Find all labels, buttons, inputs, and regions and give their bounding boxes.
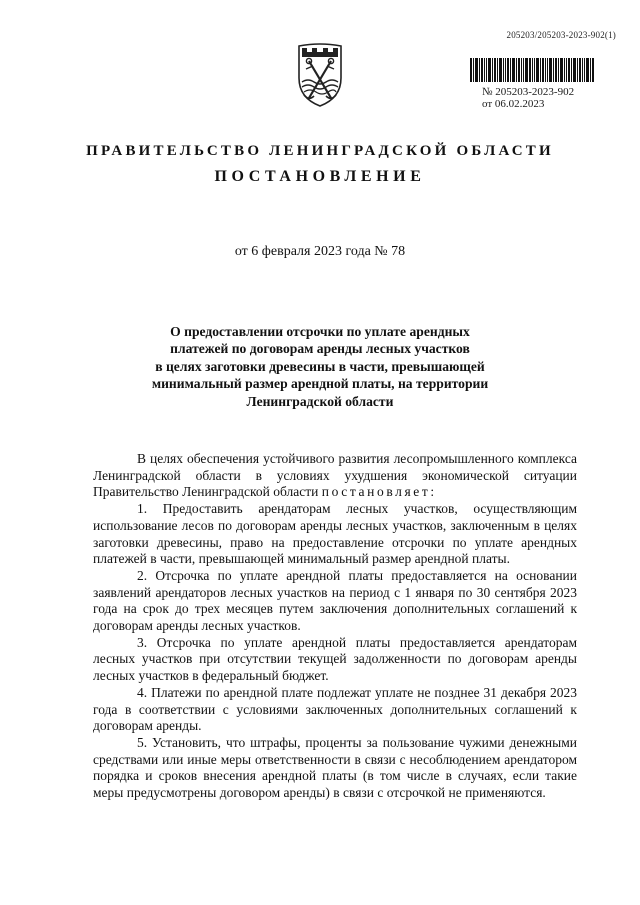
clause-5: 5. Установить, что штрафы, проценты за пользование чужими денежными средствами или иные меры ответственности в связи с несоблюдением арендатором порядка и сроков внесения арендной платы (в том числе в случаях, если такие меры предусмотрены договором аренды) в связи с отсрочкой не применяются. (93, 734, 577, 801)
heading-line: платежей по договорам аренды лесных участков (170, 341, 470, 357)
registration-number: № 205203-2023-902 (482, 86, 575, 98)
registration-block (482, 86, 574, 110)
barcode-icon (470, 58, 594, 82)
heading-line: Ленинградской области (246, 393, 394, 409)
clause-2: 2. Отсрочка по уплате арендной платы предоставляется на основании заявлений арендаторов лесных участков на период с 1 января по 30 сентября 2023 года на срок до трех месяцев путем заключения дополнительных соглашений к договорам аренды лесных участков. (93, 567, 577, 634)
heading-line: минимальный размер арендной платы, на территории (151, 376, 489, 392)
preamble-paragraph (93, 451, 577, 501)
document-code: 205203/205203-2023-902(1) (506, 30, 616, 40)
clause-1: 1. Предоставить арендаторам лесных участков, осуществляющим использование лесов по договорам аренды лесных участков, заключенным в целях заготовки древесины, право на предоставление отсрочки по уплате арендных платежей в части, превышающей минимальный размер арендной платы. (93, 501, 577, 567)
document-type-title: ПОСТАНОВЛЕНИЕ (214, 168, 426, 185)
decree-date-number: от 6 февраля 2023 года № 78 (234, 244, 406, 259)
preamble-text: В целях обеспечения устойчивого развития лесопромышленного комплекса Ленинградской области в условиях ухудшения экономической ситуации Правительство Ленинградской области (93, 451, 577, 500)
clause-3: 3. Отсрочка по уплате арендной платы предоставляется арендаторам лесных участков при отсутствии текущей задолженности по договорам аренды лесных участков в федеральный бюджет. (93, 634, 577, 684)
decree-body (93, 451, 577, 802)
heading-line: О предоставлении отсрочки по уплате арендных (170, 324, 470, 339)
heading-line: в целях заготовки древесины в части, превышающей (155, 358, 485, 374)
coat-of-arms-icon (295, 40, 345, 108)
clause-4: 4. Платежи по арендной плате подлежат уплате не позднее 31 декабря 2023 года в соответствии с условиями заключенных дополнительных соглашений к договорам аренды. (93, 684, 577, 734)
preamble-resolves: постановляет: (321, 484, 437, 500)
government-title: ПРАВИТЕЛЬСТВО ЛЕНИНГРАДСКОЙ ОБЛАСТИ (86, 143, 554, 159)
registration-date: от 06.02.2023 (482, 98, 545, 110)
decree-heading (140, 323, 500, 410)
